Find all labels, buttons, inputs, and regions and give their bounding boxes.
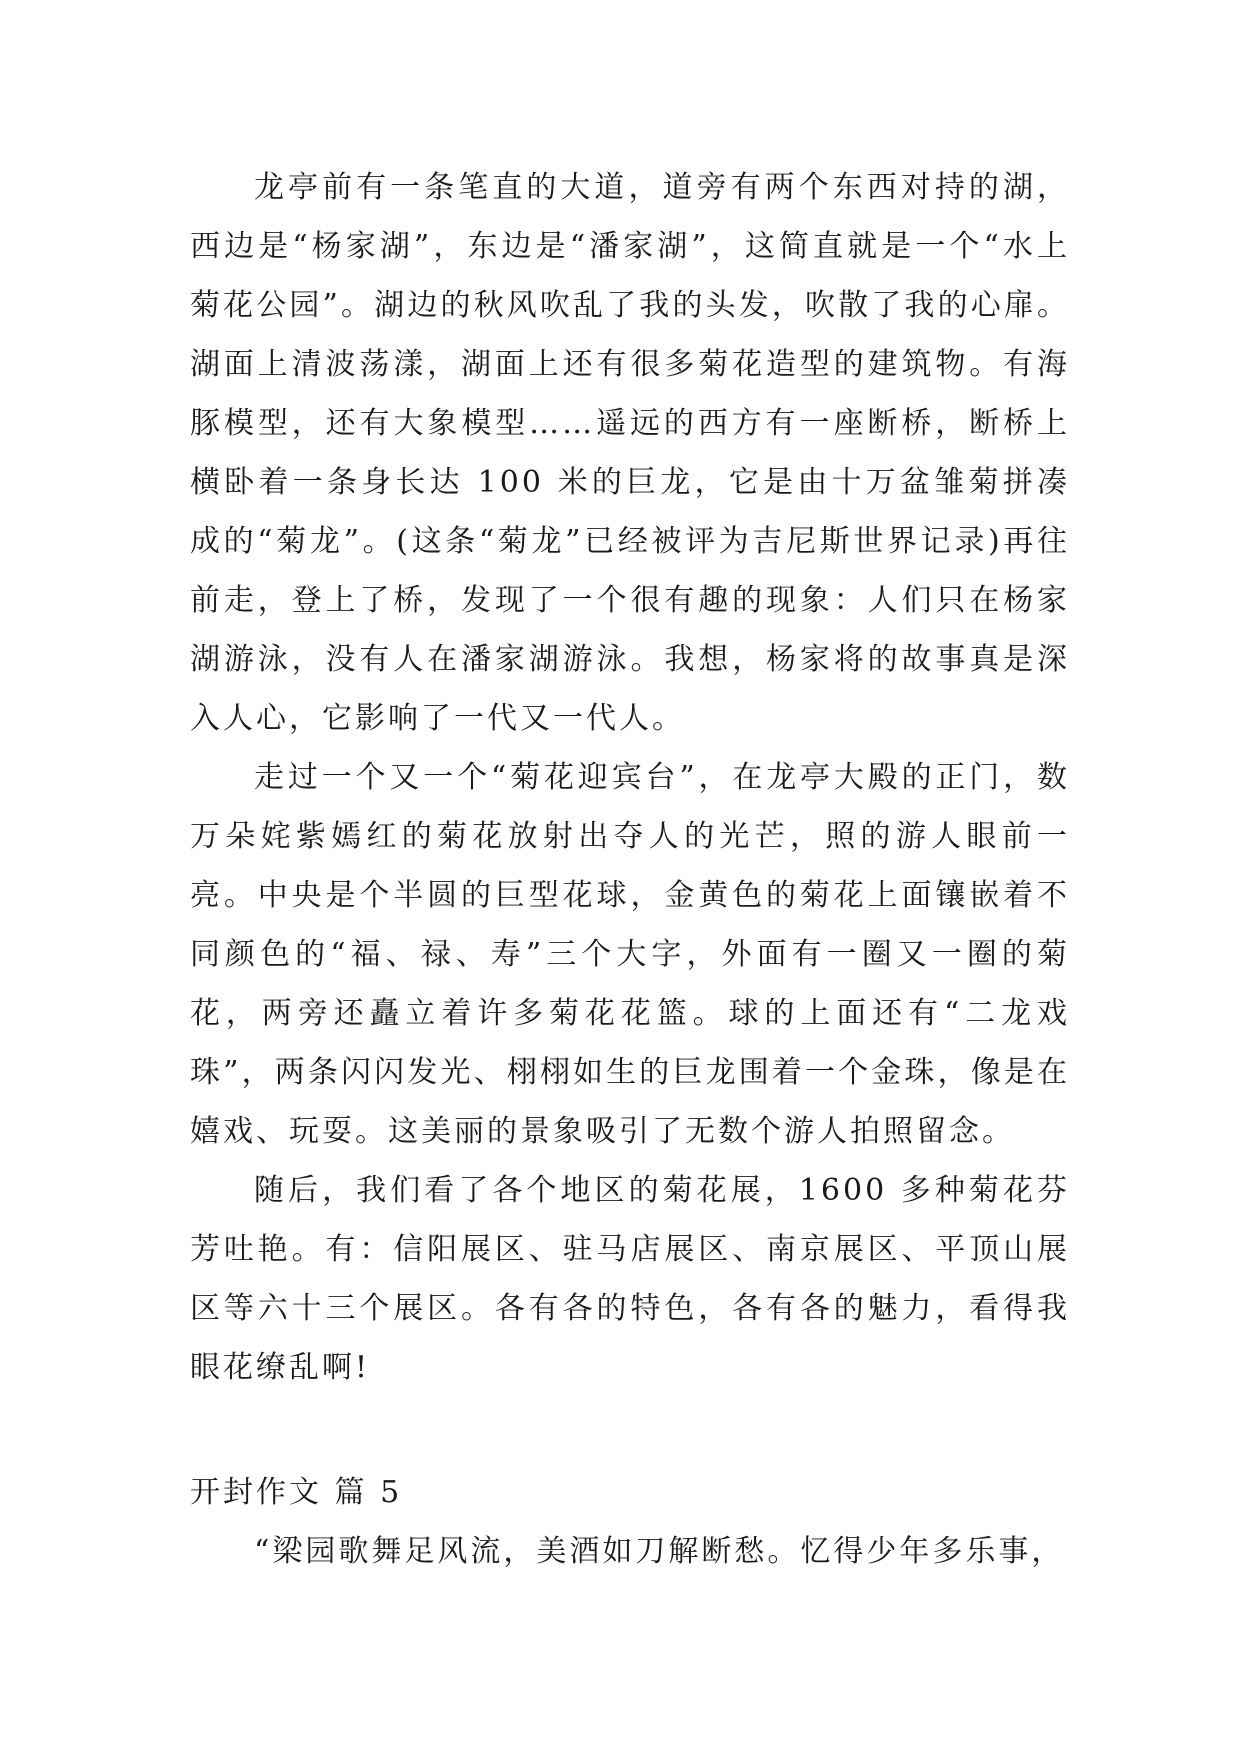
section-heading: 开封作文 篇 5: [190, 1475, 403, 1510]
paragraph-welcome-platform: 走过一个又一个“菊花迎宾台”，在龙亭大殿的正门，数万朵姹紫嫣红的菊花放射出夺人的光芒，照的游人眼前一亮。中央是个半圆的巨型花球，金黄色的菊花上面镶嵌着不同颜色的“福、禄、寿”三个大字，外面有一圈又一圈的菊花，两旁还矗立着许多菊花花篮。球的上面还有“二龙戏珠”，两条闪闪发光、栩栩如生的巨龙围着一个金珠，像是在嬉戏、玩耍。这美丽的景象吸引了无数个游人拍照留念。: [190, 760, 1070, 1149]
document-body: [190, 158, 1070, 1581]
paragraph-next-essay: “梁园歌舞足风流，美酒如刀解断愁。忆得少年多乐事，: [254, 1534, 1065, 1569]
paragraph-longting-lakes: 龙亭前有一条笔直的大道，道旁有两个东西对持的湖，西边是“杨家湖”，东边是“潘家湖”，这简直就是一个“水上菊花公园”。湖边的秋风吹乱了我的头发，吹散了我的心扉。湖面上清波荡漾，湖面上还有很多菊花造型的建筑物。有海豚模型，还有大象模型……遥远的西方有一座断桥，断桥上横卧着一条身长达 100 米的巨龙，它是由十万盆雏菊拼凑成的“菊龙”。(这条“菊龙”已经被评为吉尼斯世界记录)再往前走，登上了桥，发现了一个很有趣的现象：人们只在杨家湖游泳，没有人在潘家湖游泳。我想，杨家将的故事真是深入人心，它影响了一代又一代人。: [190, 170, 1070, 736]
paragraph-regional-exhibits: 随后，我们看了各个地区的菊花展，1600 多种菊花芬芳吐艳。有：信阳展区、驻马店展区、南京展区、平顶山展区等六十三个展区。各有各的特色，各有各的魅力，看得我眼花缭乱啊!: [190, 1173, 1070, 1385]
